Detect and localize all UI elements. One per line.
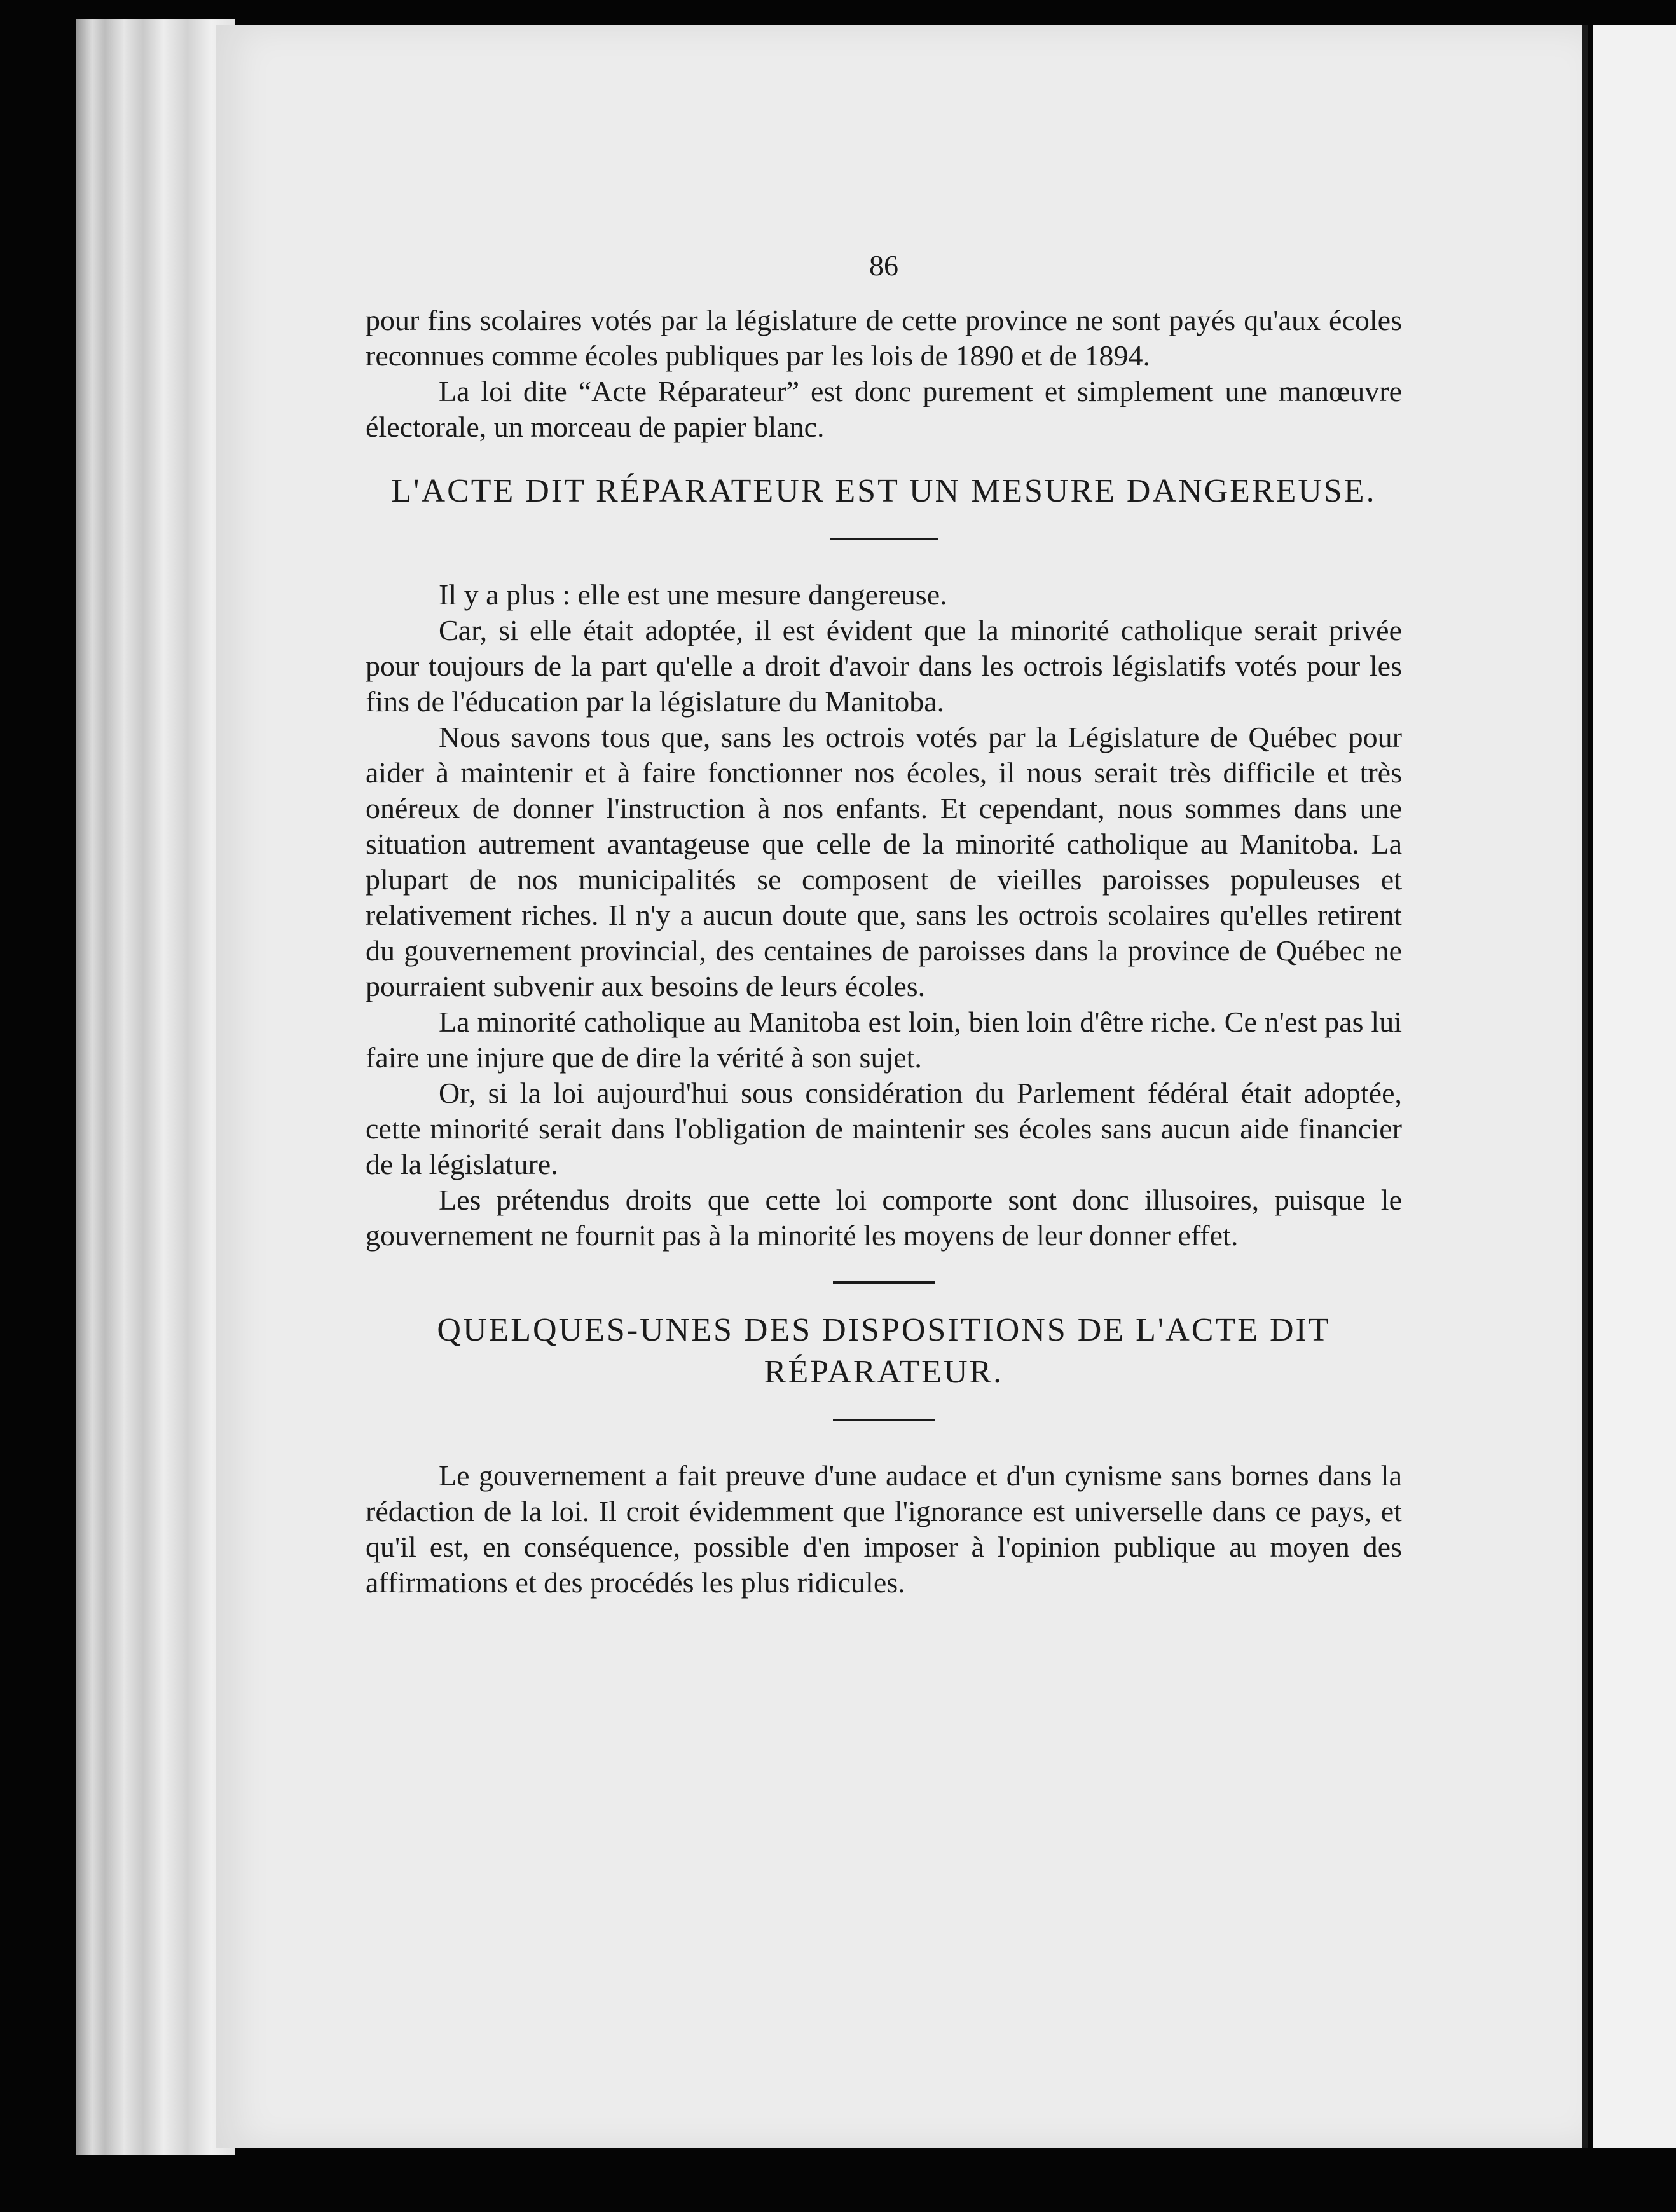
page-stack-edges (76, 19, 235, 2155)
page-number: 86 (869, 249, 898, 282)
section-divider (830, 538, 938, 540)
paragraph: Il y a plus : elle est une mesure dangereuse. (439, 578, 947, 611)
paragraph: Or, si la loi aujourd'hui sous considération du Parlement fédéral était adoptée, cette minorité serait dans l'obligation de maintenir ses écoles sans aucun aide financier de la législature. (366, 1077, 1402, 1180)
page-content (366, 248, 1402, 1601)
section-divider (833, 1281, 935, 1284)
paragraph: Nous savons tous que, sans les octrois votés par la Législature de Québec pour aider à maintenir et à faire fonctionner nos écoles, il nous serait très difficile et très onéreux de donner l'instruction à nos enfants. Et cependant, nous sommes dans une situation autrement avantageuse que celle de la minorité catholique au Manitoba. La plupart de nos municipalités se composent de vieilles paroisses populeuses et relativement riches. Il n'y a aucun doute que, sans les octrois scolaires qu'elles retirent du gouvernement provincial, des centaines de paroisses dans la province de Québec ne pourraient subvenir aux besoins de leurs écoles. (366, 721, 1402, 1002)
paragraph: Car, si elle était adoptée, il est évident que la minorité catholique serait privée pour toujours de la part qu'elle a droit d'avoir dans les octrois législatifs votés pour les fins de l'éducation par la législature du Manitoba. (366, 614, 1402, 718)
paragraph: Les prétendus droits que cette loi comporte sont donc illusoires, puisque le gouvernement ne fournit pas à la minorité les moyens de leur donner effet. (366, 1184, 1402, 1252)
paragraph: Le gouvernement a fait preuve d'une audace et d'un cynisme sans bornes dans la rédaction de la loi. Il croit évidemment que l'ignorance est universelle dans ce pays, et qu'il est, en conséquence, possible d'en imposer à l'opinion publique au moyen des affirmations et des procédés les plus ridicules. (366, 1459, 1402, 1599)
facing-page-edge (1593, 25, 1676, 2148)
section-divider (833, 1419, 935, 1421)
section-heading-1: L'ACTE DIT RÉPARATEUR EST UN MESURE DANGEREUSE. (391, 473, 1377, 509)
paragraph: La minorité catholique au Manitoba est loin, bien loin d'être riche. Ce n'est pas lui faire une injure que de dire la vérité à son sujet. (366, 1006, 1402, 1074)
page-gutter (1582, 25, 1588, 2148)
paragraph-continued: pour fins scolaires votés par la législature de cette province ne sont payés qu'aux écoles reconnues comme écoles publiques par les lois de 1890 et de 1894. (366, 304, 1402, 372)
section-heading-2: QUELQUES-UNES DES DISPOSITIONS DE L'ACTE DIT RÉPARATEUR. (437, 1312, 1331, 1390)
paragraph: La loi dite “Acte Réparateur” est donc purement et simplement une manœuvre électorale, un morceau de papier blanc. (366, 375, 1402, 443)
